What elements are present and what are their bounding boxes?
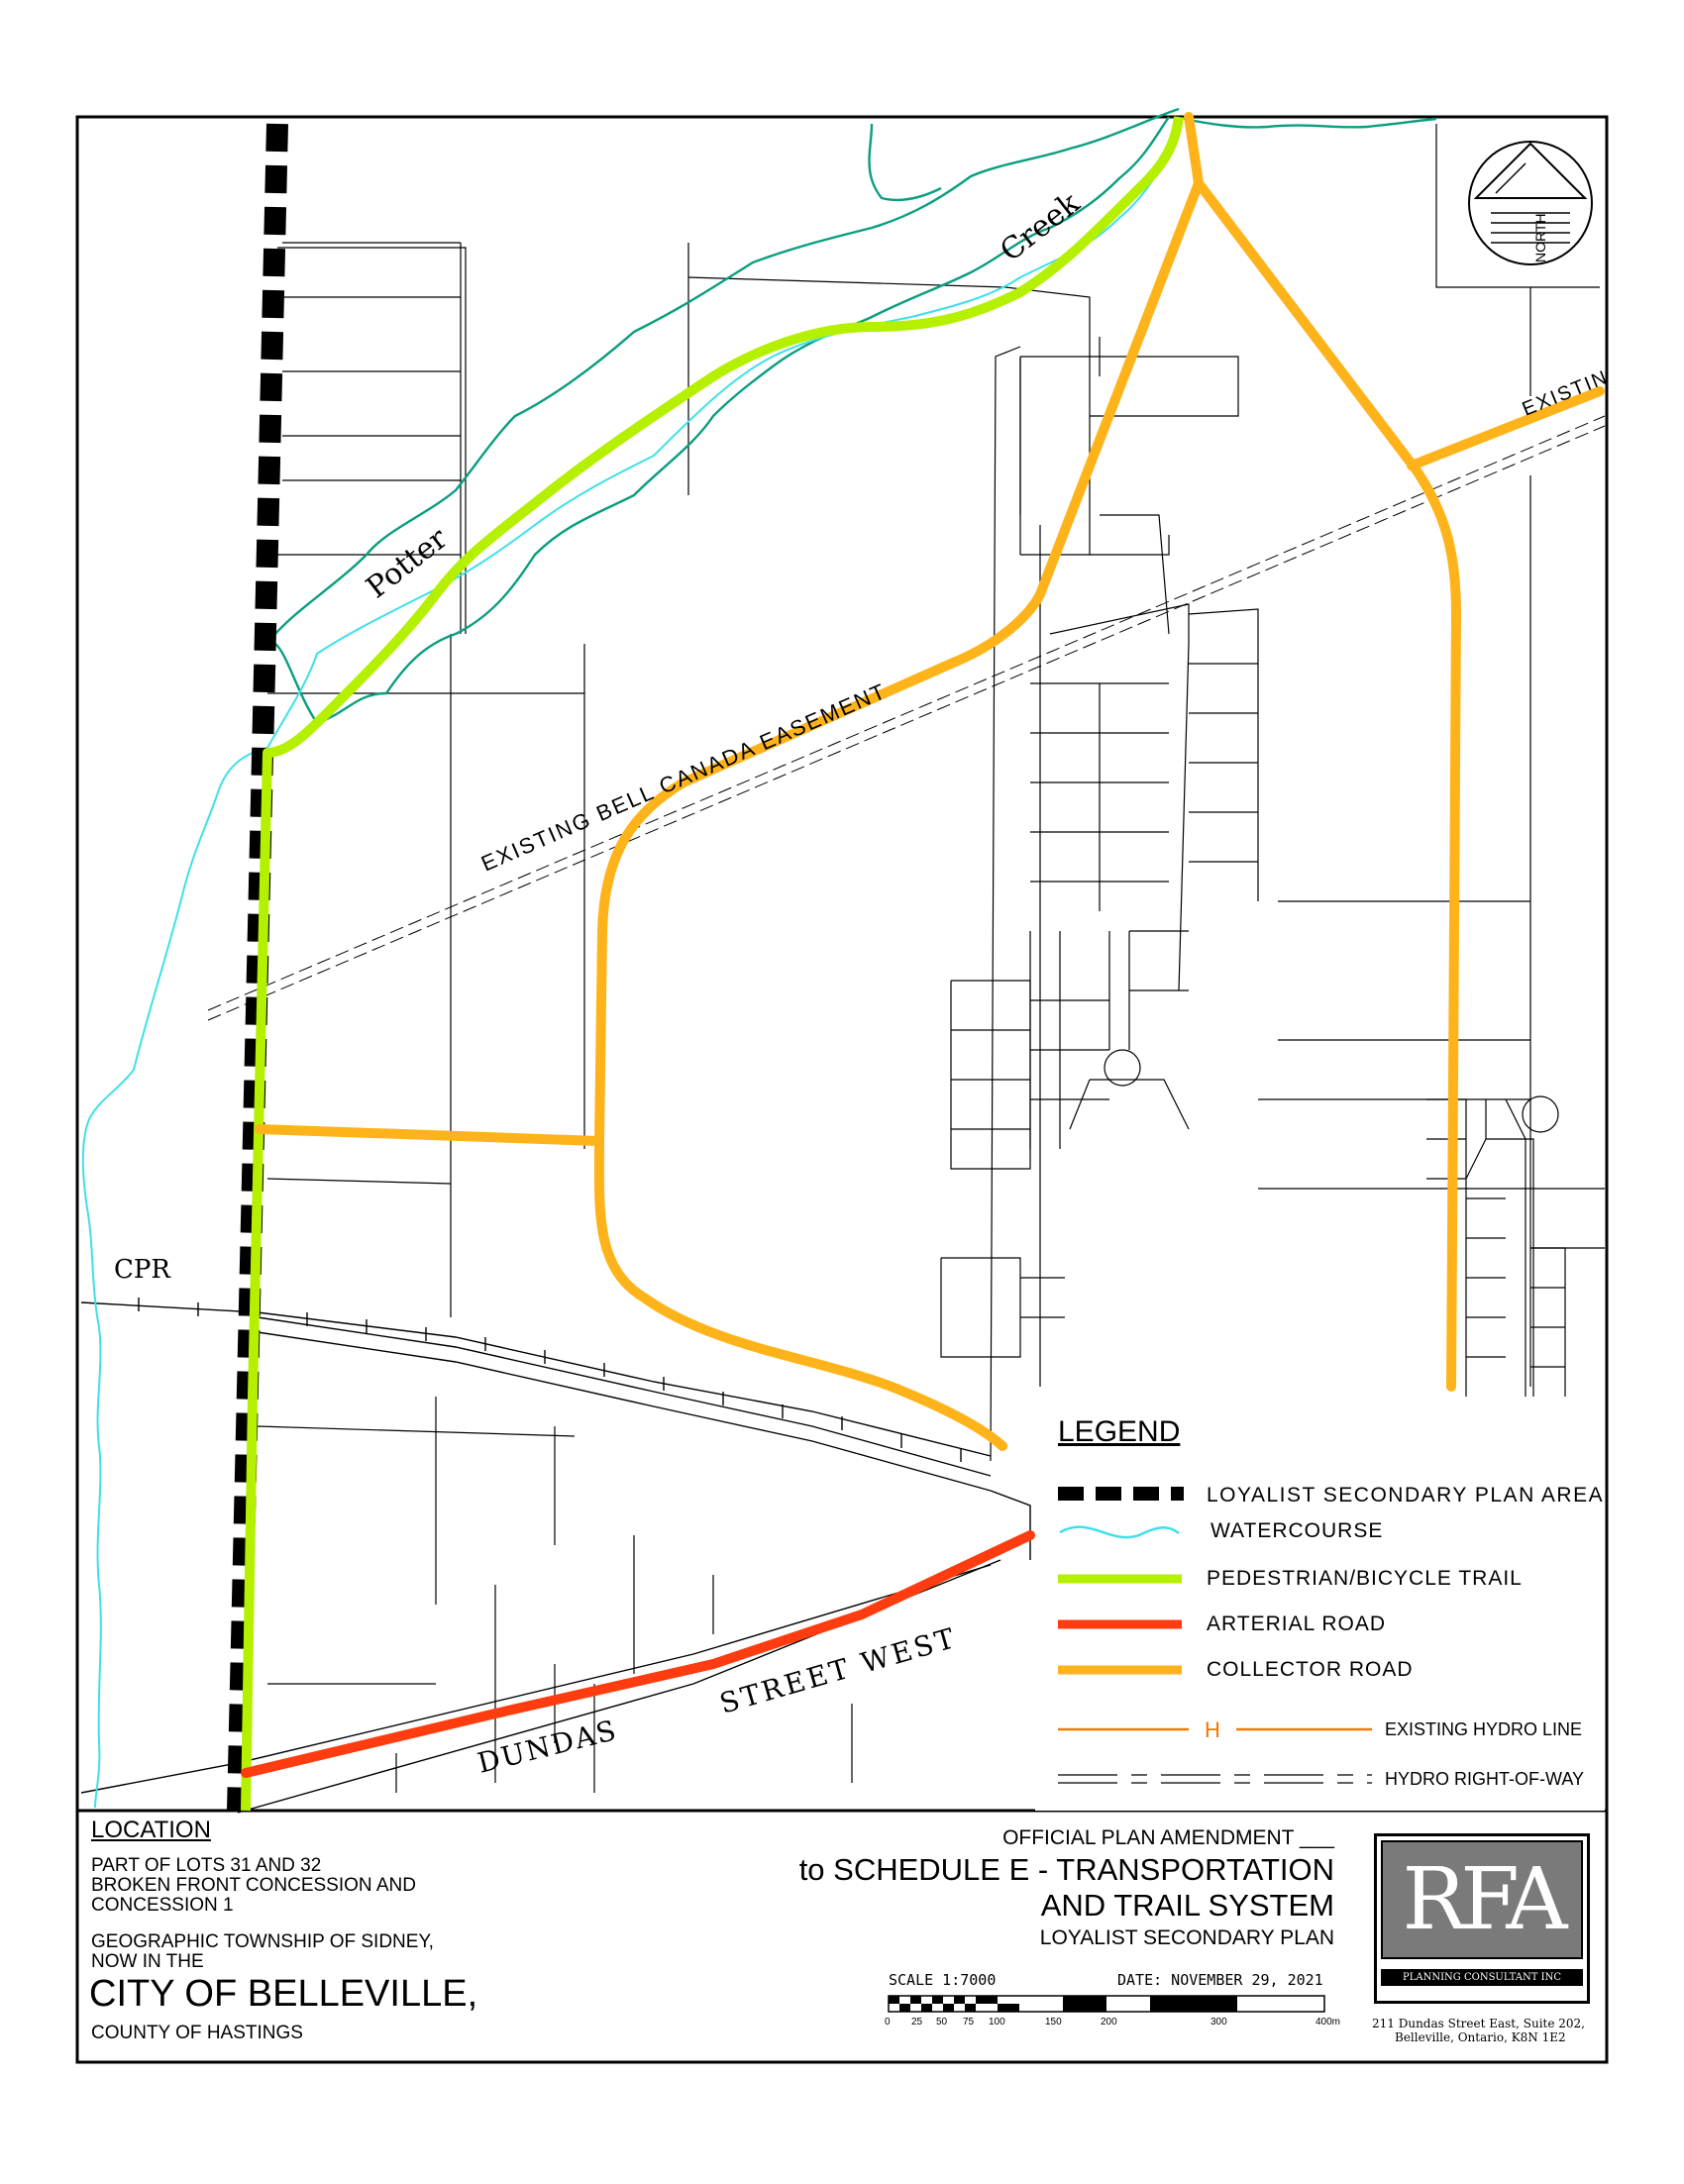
legend-label-plan-area: LOYALIST SECONDARY PLAN AREA (1207, 1484, 1605, 1507)
scale-tick-75: 75 (963, 2017, 975, 2028)
rfa-logo (1374, 1833, 1590, 2004)
date-text: DATE: NOVEMBER 29, 2021 (1117, 1971, 1323, 1989)
scale-bar (889, 1996, 1324, 2012)
plan-name: LOYALIST SECONDARY PLAN (1039, 1926, 1334, 1949)
firm-name: PLANNING CONSULTANT INC (1381, 1969, 1583, 1986)
hydro-right-of-way (208, 416, 1605, 1020)
hydro-mark: H (1205, 1717, 1220, 1742)
scale-tick-50: 50 (936, 2017, 948, 2028)
dundas-label: DUNDAS (474, 1713, 621, 1780)
rfa-logo-panel (1381, 1840, 1583, 1959)
existing-road-label: EXISTIN (1519, 365, 1612, 421)
north-arrow-circle (1469, 142, 1592, 264)
legend-label-arterial: ARTERIAL ROAD (1207, 1612, 1387, 1635)
street-west-label: STREET WEST (715, 1620, 961, 1720)
legend-label-collector: COLLECTOR ROAD (1207, 1658, 1414, 1681)
easement-label: EXISTING BELL CANADA EASEMENT (477, 677, 891, 877)
schedule-line-2: AND TRAIL SYSTEM (1040, 1888, 1334, 1923)
legend-label-trail: PEDESTRIAN/BICYCLE TRAIL (1207, 1567, 1523, 1590)
schedule-line-1: to SCHEDULE E - TRANSPORTATION (798, 1852, 1334, 1887)
scale-tick-400: 400m (1316, 2017, 1341, 2028)
county-name: COUNTY OF HASTINGS (91, 2023, 303, 2043)
creek-label-potter: Potter (360, 521, 455, 606)
amendment-line: OFFICIAL PLAN AMENDMENT ___ (1002, 1826, 1334, 1849)
city-name: CITY OF BELLEVILLE, (89, 1973, 478, 2015)
location-line-3: CONCESSION 1 (91, 1895, 234, 1916)
scale-tick-300: 300 (1210, 2017, 1227, 2028)
scale-tick-100: 100 (989, 2017, 1005, 2028)
scale-text: SCALE 1:7000 (889, 1971, 997, 1989)
rfa-logo-text: RFA (1402, 1850, 1562, 1949)
north-arrow (1469, 142, 1592, 264)
scale-tick-150: 150 (1045, 2017, 1062, 2028)
address-line-1: 211 Dundas Street East, Suite 202, (1372, 2017, 1585, 2030)
creek-label-creek: Creek (994, 185, 1087, 269)
legend-label-hydro-line: EXISTING HYDRO LINE (1385, 1719, 1583, 1739)
location-line-1: PART OF LOTS 31 AND 32 (91, 1855, 322, 1876)
legend-label-watercourse: WATERCOURSE (1210, 1519, 1384, 1542)
address-line-2: Belleville, Ontario, K8N 1E2 (1395, 2030, 1566, 2044)
location-line-4: GEOGRAPHIC TOWNSHIP OF SIDNEY, (91, 1931, 434, 1952)
scale-tick-25: 25 (911, 2017, 923, 2028)
cpr-railway (81, 1298, 991, 1491)
scale-tick-0: 0 (885, 2017, 891, 2028)
location-heading: LOCATION (91, 1817, 211, 1843)
creek-banks (275, 109, 1436, 723)
legend-title: LEGEND (1058, 1415, 1181, 1448)
legend-label-hydro-row: HYDRO RIGHT-OF-WAY (1385, 1769, 1584, 1789)
north-label: NORTH (1532, 213, 1548, 262)
scale-tick-200: 200 (1101, 2017, 1117, 2028)
cpr-label: CPR (114, 1255, 170, 1285)
legend (1035, 1397, 1605, 1811)
location-line-5: NOW IN THE (91, 1951, 204, 1972)
location-line-2: BROKEN FRONT CONCESSION AND (91, 1875, 416, 1896)
